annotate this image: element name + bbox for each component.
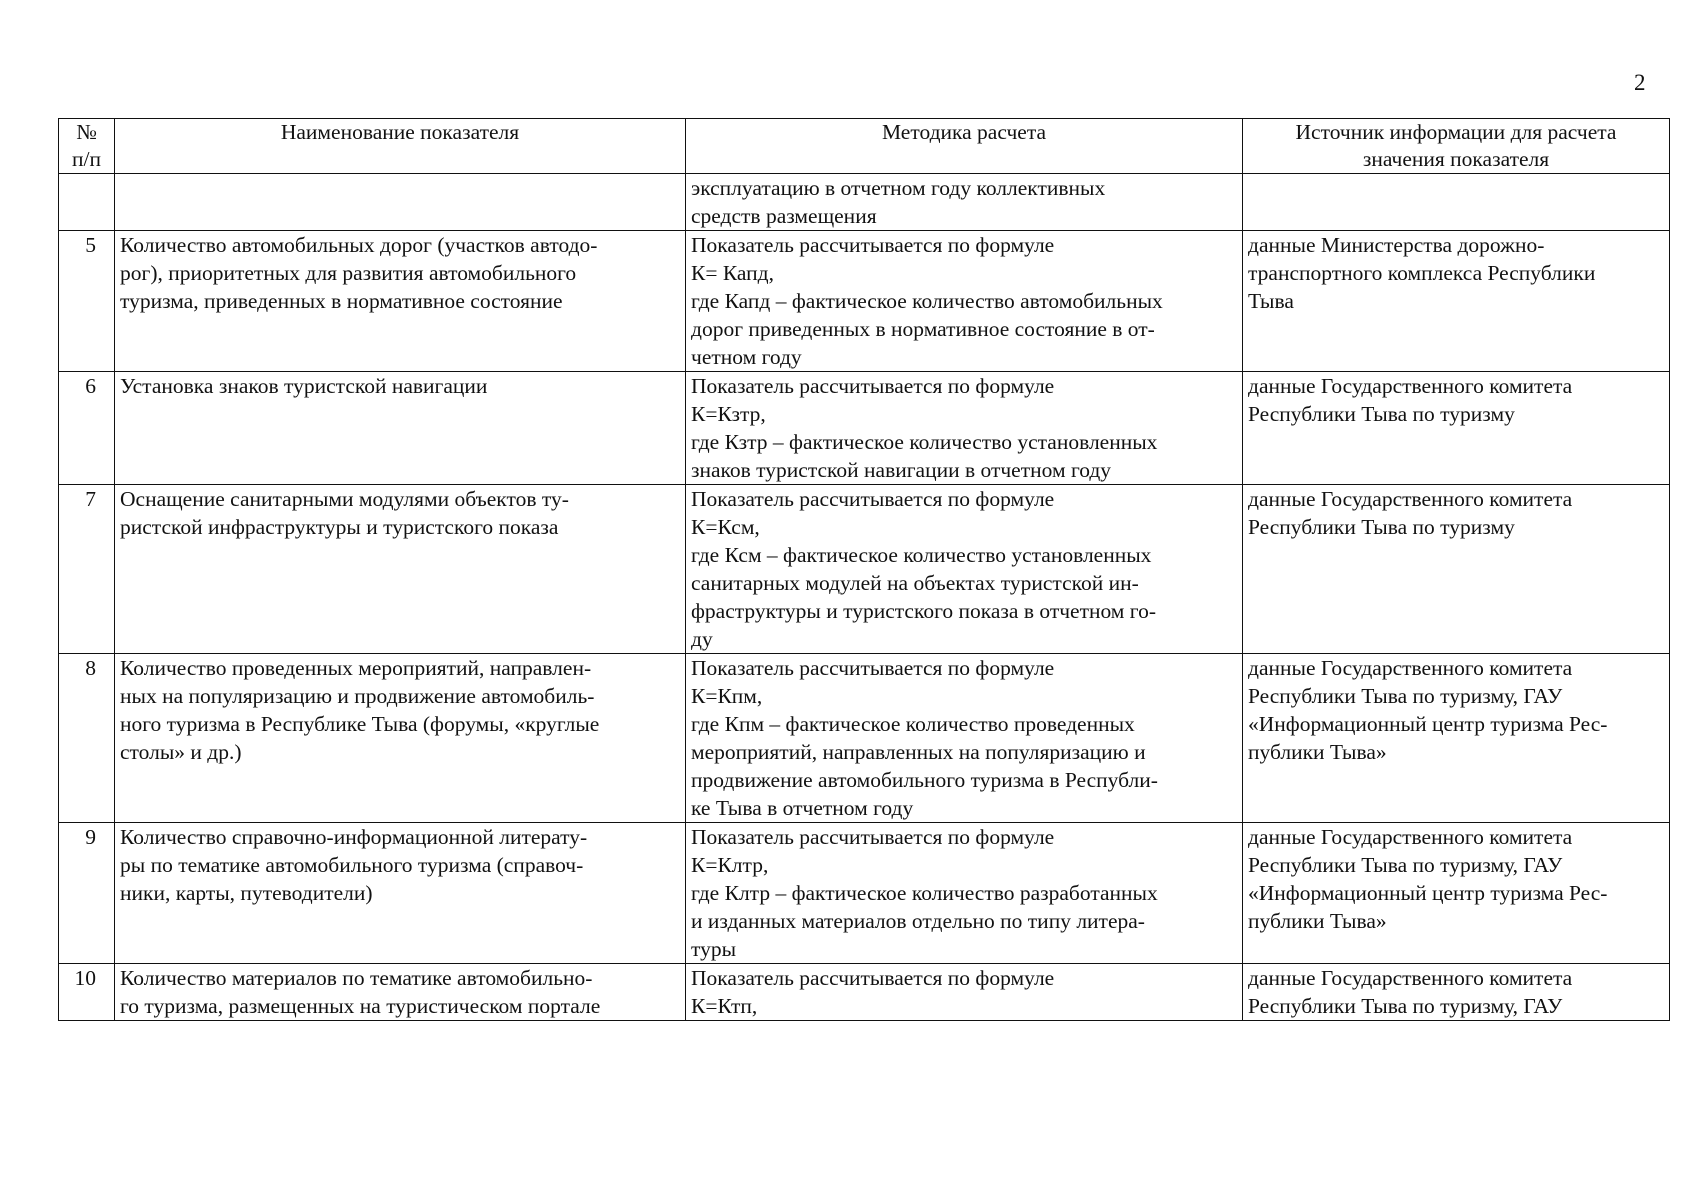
row-source-line: данные Государственного комитета — [1248, 825, 1573, 849]
row-method-line: ду — [691, 627, 713, 651]
row-source-line: данные Государственного комитета — [1248, 374, 1573, 398]
row-method-line: ке Тыва в отчетном году — [691, 796, 914, 820]
row-source-line: публики Тыва» — [1248, 909, 1387, 933]
row-name-line: ры по тематике автомобильного туризма (справоч- — [120, 853, 584, 877]
row-method-line: фраструктуры и туристского показа в отчетном го- — [691, 599, 1156, 623]
row-method-line: К=Ксм, — [691, 515, 760, 539]
row-method-line: знаков туристской навигации в отчетном году — [691, 458, 1112, 482]
row-source-line: Республики Тыва по туризму, ГАУ — [1248, 994, 1563, 1018]
indicators-table — [58, 118, 1670, 1021]
row-method-line: где Ксм – фактическое количество установленных — [691, 543, 1152, 567]
row-source-line: Республики Тыва по туризму — [1248, 402, 1515, 426]
row-method-line: Показатель рассчитывается по формуле — [691, 825, 1055, 849]
row-method-line: К= Капд, — [691, 261, 774, 285]
header-source — [1243, 119, 1670, 174]
row-method-line: где Кпм – фактическое количество проведенных — [691, 712, 1135, 736]
row-number: 8 — [59, 654, 115, 823]
row-name-cell — [115, 485, 686, 654]
row-method-line: Показатель рассчитывается по формуле — [691, 966, 1055, 990]
row-method-line: туры — [691, 937, 737, 961]
row-source-line: Республики Тыва по туризму — [1248, 515, 1515, 539]
row-name-cell — [115, 174, 686, 231]
row-source-line: Республики Тыва по туризму, ГАУ — [1248, 684, 1563, 708]
page-number: 2 — [1634, 70, 1646, 95]
row-method-line: К=Ктп, — [691, 994, 758, 1018]
row-name-line: Количество автомобильных дорог (участков автодо- — [120, 233, 598, 257]
row-name-cell — [115, 372, 686, 485]
row-number — [59, 174, 115, 231]
row-name-line: ного туризма в Республике Тыва (форумы, «круглые — [120, 712, 600, 736]
row-source-line: Республики Тыва по туризму, ГАУ — [1248, 853, 1563, 877]
row-name-cell — [115, 823, 686, 964]
header-number — [59, 119, 115, 174]
row-source-line: «Информационный центр туризма Рес- — [1248, 712, 1608, 736]
row-method-line: дорог приведенных в нормативное состояние в от- — [691, 317, 1155, 341]
table-row — [59, 485, 1670, 654]
row-method-line: К=Кзтр, — [691, 402, 766, 426]
row-source-line: данные Государственного комитета — [1248, 966, 1573, 990]
row-name-cell — [115, 654, 686, 823]
row-source-cell — [1243, 231, 1670, 372]
row-source-line: транспортного комплекса Республики — [1248, 261, 1596, 285]
header-method: Методика расчета — [686, 119, 1243, 174]
row-source-cell — [1243, 654, 1670, 823]
row-source-line: Тыва — [1248, 289, 1294, 313]
row-name-line: Количество справочно-информационной литерату- — [120, 825, 588, 849]
row-name-line: ристской инфраструктуры и туристского показа — [120, 515, 559, 539]
row-method-line: продвижение автомобильного туризма в Республи- — [691, 768, 1158, 792]
row-source-cell — [1243, 823, 1670, 964]
row-number: 5 — [59, 231, 115, 372]
row-name-line: столы» и др.) — [120, 740, 242, 764]
row-method-line: где Клтр – фактическое количество разработанных — [691, 881, 1158, 905]
table-row — [59, 372, 1670, 485]
row-source-cell — [1243, 485, 1670, 654]
row-method-cell — [686, 372, 1243, 485]
row-method-cell — [686, 231, 1243, 372]
row-method-line: Показатель рассчитывается по формуле — [691, 487, 1055, 511]
row-number: 6 — [59, 372, 115, 485]
table-row — [59, 964, 1670, 1021]
row-number: 7 — [59, 485, 115, 654]
header-source-line: Источник информации для расчета — [1295, 120, 1617, 144]
row-method-line: эксплуатацию в отчетном году коллективных — [691, 176, 1106, 200]
row-name-line: Оснащение санитарными модулями объектов ту- — [120, 487, 569, 511]
row-source-line: данные Государственного комитета — [1248, 487, 1573, 511]
row-method-line: Показатель рассчитывается по формуле — [691, 374, 1055, 398]
row-name-line: рог), приоритетных для развития автомобильного — [120, 261, 577, 285]
row-method-line: где Капд – фактическое количество автомобильных — [691, 289, 1163, 313]
table-row — [59, 654, 1670, 823]
row-name-cell — [115, 964, 686, 1021]
row-method-line: К=Кпм, — [691, 684, 763, 708]
table-body — [59, 174, 1670, 1021]
row-name-line: туризма, приведенных в нормативное состояние — [120, 289, 563, 313]
table-row — [59, 174, 1670, 231]
row-source-line: «Информационный центр туризма Рес- — [1248, 881, 1608, 905]
row-method-cell — [686, 174, 1243, 231]
row-method-line: и изданных материалов отдельно по типу литера- — [691, 909, 1145, 933]
row-method-line: мероприятий, направленных на популяризацию и — [691, 740, 1146, 764]
row-source-line: данные Министерства дорожно- — [1248, 233, 1545, 257]
header-name: Наименование показателя — [115, 119, 686, 174]
row-number: 9 — [59, 823, 115, 964]
row-method-line: где Кзтр – фактическое количество установленных — [691, 430, 1158, 454]
row-method-cell — [686, 964, 1243, 1021]
row-method-line: Показатель рассчитывается по формуле — [691, 656, 1055, 680]
row-name-line: ники, карты, путеводители) — [120, 881, 373, 905]
table-header-row — [59, 119, 1670, 174]
row-method-line: Показатель рассчитывается по формуле — [691, 233, 1055, 257]
row-source-cell — [1243, 372, 1670, 485]
row-name-line: Количество проведенных мероприятий, направлен- — [120, 656, 592, 680]
header-source-line: значения показателя — [1362, 147, 1550, 171]
header-number-line: п/п — [72, 147, 101, 171]
row-name-line: го туризма, размещенных на туристическом портале — [120, 994, 601, 1018]
row-method-line: санитарных модулей на объектах туристской ин- — [691, 571, 1139, 595]
row-source-cell — [1243, 174, 1670, 231]
row-method-line: К=Клтр, — [691, 853, 769, 877]
row-name-line: Установка знаков туристской навигации — [120, 374, 488, 398]
row-number: 10 — [59, 964, 115, 1021]
row-method-line: четном году — [691, 345, 802, 369]
table-row — [59, 823, 1670, 964]
header-number-line: № — [76, 120, 97, 144]
row-method-cell — [686, 485, 1243, 654]
row-source-line: данные Государственного комитета — [1248, 656, 1573, 680]
row-method-line: средств размещения — [691, 204, 877, 228]
row-method-cell — [686, 823, 1243, 964]
row-name-line: ных на популяризацию и продвижение автомобиль- — [120, 684, 595, 708]
row-source-line: публики Тыва» — [1248, 740, 1387, 764]
row-name-line: Количество материалов по тематике автомобильно- — [120, 966, 593, 990]
row-method-cell — [686, 654, 1243, 823]
table-row — [59, 231, 1670, 372]
row-name-cell — [115, 231, 686, 372]
row-source-cell — [1243, 964, 1670, 1021]
